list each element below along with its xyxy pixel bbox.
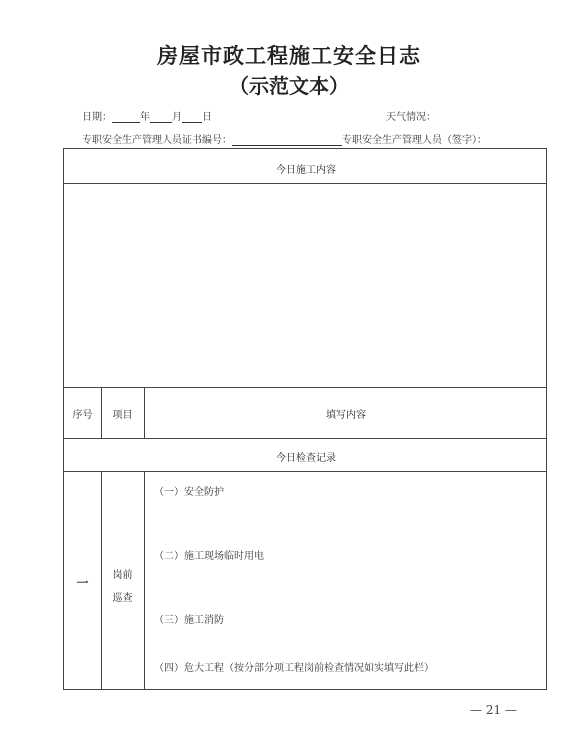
document-title: 房屋市政工程施工安全日志 bbox=[157, 43, 421, 68]
document-subtitle: （示范文本） bbox=[229, 74, 349, 98]
row-number: 一 bbox=[76, 576, 89, 590]
date-line bbox=[82, 108, 212, 123]
year-blank[interactable] bbox=[112, 112, 140, 123]
item-safety-protection[interactable]: （一）安全防护 bbox=[154, 487, 224, 498]
table-divider bbox=[64, 387, 546, 388]
table-divider bbox=[144, 471, 145, 689]
date-label: 日期： bbox=[82, 112, 112, 123]
inspection-record-header: 今日检查记录 bbox=[276, 453, 336, 464]
day-blank[interactable] bbox=[182, 112, 202, 123]
row-item-label-2: 巡查 bbox=[112, 593, 133, 604]
cert-number-blank[interactable] bbox=[232, 135, 342, 146]
col-header-fill: 填写内容 bbox=[326, 410, 366, 421]
day-label: 日 bbox=[202, 112, 212, 123]
cert-line bbox=[82, 131, 487, 146]
today-content-area[interactable] bbox=[64, 184, 546, 387]
safety-log-table bbox=[63, 148, 547, 690]
today-content-header: 今日施工内容 bbox=[276, 165, 336, 176]
page-number: — 21 — bbox=[470, 703, 517, 717]
row-item-label-1: 岗前 bbox=[112, 570, 133, 581]
table-divider bbox=[64, 438, 546, 439]
item-temporary-electricity[interactable]: （二）施工现场临时用电 bbox=[154, 551, 264, 562]
year-label: 年 bbox=[140, 112, 150, 123]
weather-label: 天气情况： bbox=[386, 112, 436, 123]
col-header-item: 项目 bbox=[112, 410, 133, 421]
cert-label: 专职安全生产管理人员证书编号： bbox=[82, 135, 232, 146]
month-blank[interactable] bbox=[150, 112, 172, 123]
item-fire-protection[interactable]: （三）施工消防 bbox=[154, 615, 224, 626]
col-header-no: 序号 bbox=[72, 410, 93, 421]
table-divider bbox=[64, 471, 546, 472]
sign-label: 专职安全生产管理人员（签字）： bbox=[342, 135, 487, 146]
month-label: 月 bbox=[172, 112, 182, 123]
item-hazardous-works[interactable]: （四）危大工程（按分部分项工程岗前检查情况如实填写此栏） bbox=[154, 663, 434, 674]
